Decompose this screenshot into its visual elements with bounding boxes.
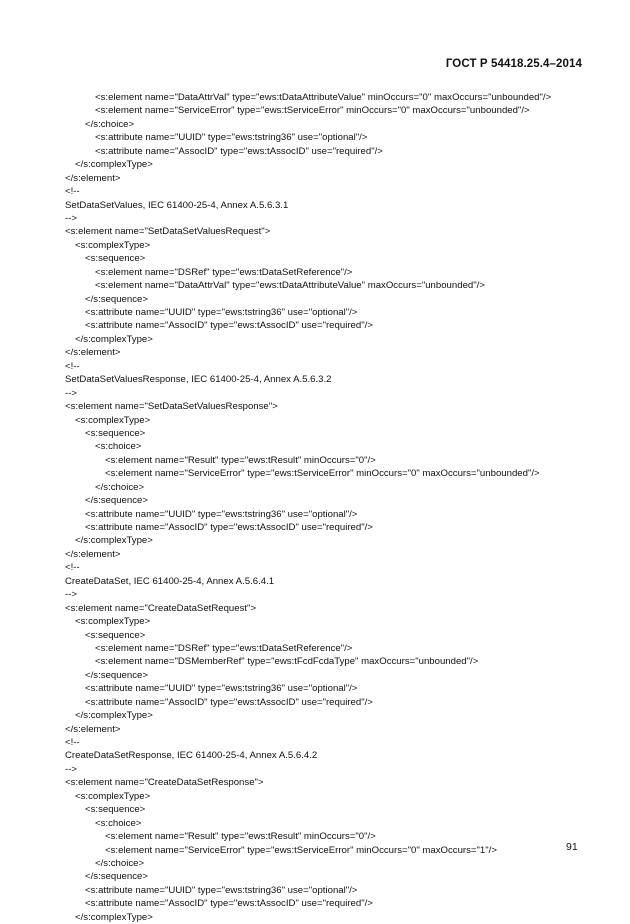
code-line: <s:attribute name="AssocID" type="ews:tAssocID" use="required"/>	[85, 522, 373, 533]
code-line: -->	[65, 589, 77, 601]
code-line: <s:element name="ServiceError" type="ews:tServiceError" minOccurs="0" maxOccurs="1"/>	[105, 844, 497, 856]
code-line: <s:attribute name="UUID" type="ews:tstring36" use="optional"/>	[85, 508, 358, 520]
code-line: <s:element name="SetDataSetValuesRequest">	[65, 226, 271, 238]
xml-schema-listing	[65, 91, 605, 924]
code-line: <s:element name="ServiceError" type="ews:tServiceError" minOccurs="0" maxOccurs="unbounded"/>	[105, 468, 540, 480]
code-line: </s:element>	[65, 347, 121, 359]
code-line: </s:choice>	[85, 118, 135, 130]
document-header: ГОСТ Р 54418.25.4–2014	[445, 58, 582, 70]
code-line: </s:element>	[65, 548, 121, 560]
code-line: <s:element name="SetDataSetValuesResponse">	[65, 401, 278, 413]
code-line: <s:complexType>	[75, 414, 151, 426]
code-line: CreateDataSet, IEC 61400-25-4, Annex A.5.6.4.1	[65, 575, 275, 587]
code-line: </s:sequence>	[85, 495, 148, 507]
code-line: <!--	[65, 562, 80, 574]
code-line: -->	[65, 212, 77, 224]
code-line: <s:element name="Result" type="ews:tResult" minOccurs="0"/>	[105, 454, 376, 466]
code-line: </s:sequence>	[85, 293, 148, 305]
code-line: </s:element>	[65, 723, 121, 735]
code-line: </s:complexType>	[75, 911, 153, 923]
code-line: <s:complexType>	[75, 790, 151, 802]
code-line: </s:choice>	[95, 857, 145, 869]
code-line: </s:element>	[65, 172, 121, 184]
code-line: CreateDataSetResponse, IEC 61400-25-4, Annex A.5.6.4.2	[65, 750, 318, 762]
code-line: SetDataSetValuesResponse, IEC 61400-25-4, Annex A.5.6.3.2	[65, 374, 332, 386]
code-line: <s:attribute name="UUID" type="ews:tstring36" use="optional"/>	[85, 884, 358, 896]
code-line: <s:choice>	[95, 817, 142, 829]
code-line: <s:element name="DSRef" type="ews:tDataSetReference"/>	[95, 266, 353, 278]
code-line: <!--	[65, 360, 80, 372]
code-line: <s:element name="DataAttrVal" type="ews:tDataAttributeValue" minOccurs="0" maxOccurs="unbounded"/>	[95, 92, 552, 103]
code-line: <s:attribute name="UUID" type="ews:tstring36" use="optional"/>	[85, 307, 358, 318]
code-line: <s:sequence>	[85, 253, 146, 265]
code-line: <s:element name="CreateDataSetRequest">	[65, 602, 257, 614]
code-line: <!--	[65, 186, 80, 198]
code-line: -->	[65, 387, 77, 399]
code-line: <s:sequence>	[85, 804, 146, 816]
code-line: <s:element name="CreateDataSetResponse">	[65, 777, 264, 789]
code-line: <s:element name="ServiceError" type="ews:tServiceError" minOccurs="0" maxOccurs="unbounded"/>	[95, 105, 530, 117]
code-line: <s:complexType>	[75, 616, 151, 628]
code-line: </s:complexType>	[75, 333, 153, 345]
code-line: <s:attribute name="AssocID" type="ews:tAssocID" use="required"/>	[85, 696, 373, 708]
code-line: <s:attribute name="AssocID" type="ews:tAssocID" use="required"/>	[85, 898, 373, 910]
code-line: </s:complexType>	[75, 710, 153, 722]
code-line: <s:attribute name="UUID" type="ews:tstring36" use="optional"/>	[85, 683, 358, 695]
code-line: <s:choice>	[95, 441, 142, 453]
code-line: </s:sequence>	[85, 669, 148, 681]
code-line: </s:complexType>	[75, 535, 153, 547]
code-line: </s:choice>	[95, 481, 145, 493]
code-line: </s:sequence>	[85, 871, 148, 883]
code-line: <s:sequence>	[85, 629, 146, 641]
code-line: <s:attribute name="AssocID" type="ews:tAssocID" use="required"/>	[95, 145, 383, 157]
code-line: <s:element name="DSRef" type="ews:tDataSetReference"/>	[95, 642, 353, 654]
code-line: </s:complexType>	[75, 159, 153, 171]
code-line: -->	[65, 763, 77, 775]
code-line: <s:complexType>	[75, 239, 151, 251]
code-line: <s:element name="DataAttrVal" type="ews:tDataAttributeValue" maxOccurs="unbounded"/>	[95, 280, 485, 292]
page-number: 91	[566, 841, 578, 853]
code-line: <s:attribute name="UUID" type="ews:tstring36" use="optional"/>	[95, 132, 368, 144]
code-line: <!--	[65, 737, 80, 748]
code-line: <s:element name="DSMemberRef" type="ews:tFcdFcdaType" maxOccurs="unbounded"/>	[95, 656, 479, 668]
code-line: <s:element name="Result" type="ews:tResult" minOccurs="0"/>	[105, 831, 376, 843]
code-line: <s:sequence>	[85, 427, 146, 439]
code-line: SetDataSetValues, IEC 61400-25-4, Annex A.5.6.3.1	[65, 199, 289, 211]
code-line: <s:attribute name="AssocID" type="ews:tAssocID" use="required"/>	[85, 320, 373, 332]
